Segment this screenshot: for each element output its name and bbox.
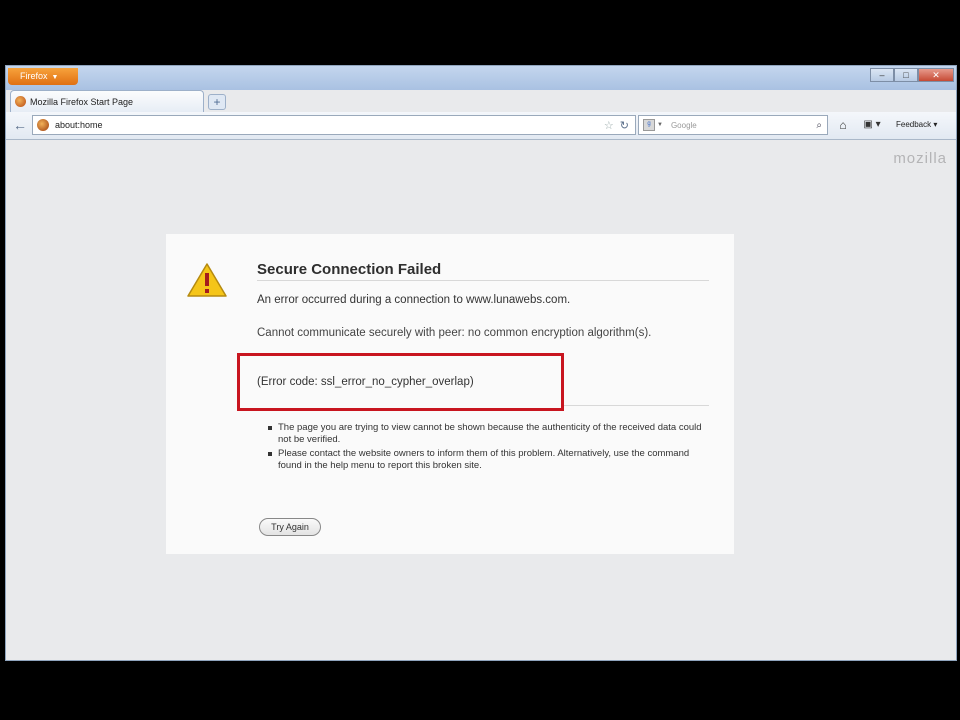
browser-window <box>5 65 957 661</box>
back-button[interactable] <box>11 117 29 135</box>
error-code: (Error code: ssl_error_no_cypher_overlap) <box>257 376 474 388</box>
title-bar <box>6 66 956 90</box>
bookmarks-icon: ▣ ▾ <box>863 119 881 130</box>
reload-icon[interactable]: ↻ <box>619 119 629 132</box>
list-item: The page you are trying to view cannot be shown because the authenticity of the received data could not be verified. <box>268 422 708 445</box>
back-arrow-icon: ← <box>13 117 27 133</box>
site-identity-icon[interactable] <box>37 119 49 131</box>
tab-start-page[interactable] <box>10 90 204 112</box>
navigation-toolbar <box>6 112 956 140</box>
section-divider <box>564 405 709 406</box>
firefox-menu-button[interactable] <box>8 68 78 85</box>
feedback-label: Feedback <box>896 120 932 129</box>
search-bar[interactable] <box>638 115 828 135</box>
error-title: Secure Connection Failed <box>257 261 442 278</box>
list-item: Please contact the website owners to inform them of this problem. Alternatively, use the command found in the help menu to report this broken site. <box>268 448 708 471</box>
error-code-highlight <box>237 353 564 411</box>
feedback-button[interactable] <box>890 116 954 134</box>
mozilla-watermark: mozilla <box>893 150 947 167</box>
bookmark-star-icon[interactable]: ☆ <box>603 119 614 132</box>
error-description: An error occurred during a connection to www.lunawebs.com. <box>257 294 571 306</box>
error-bullet-list <box>268 422 708 474</box>
bookmarks-button[interactable] <box>858 116 886 134</box>
try-again-button[interactable]: Try Again <box>259 518 321 536</box>
maximize-icon[interactable]: □ <box>894 68 918 82</box>
plus-icon: + <box>213 95 221 109</box>
google-icon[interactable]: g <box>643 119 655 131</box>
tab-title: Mozilla Firefox Start Page <box>30 96 134 107</box>
search-input[interactable]: Google <box>670 120 697 130</box>
home-button[interactable] <box>832 116 854 134</box>
window-controls <box>870 68 954 82</box>
firefox-logo-icon <box>15 96 26 107</box>
chevron-down-icon: ▾ <box>933 120 938 129</box>
url-text[interactable]: about:home <box>55 120 103 130</box>
warning-icon <box>186 262 228 298</box>
firefox-menu-label: Firefox <box>20 71 48 81</box>
chevron-down-icon[interactable]: ▼ <box>657 122 663 128</box>
home-icon: ⌂ <box>839 118 847 132</box>
search-icon[interactable]: ⌕ <box>816 119 822 131</box>
page-content <box>6 140 956 661</box>
title-divider <box>257 280 709 281</box>
minimize-icon[interactable]: – <box>870 68 894 82</box>
url-bar[interactable] <box>32 115 636 135</box>
close-icon[interactable]: ✕ <box>918 68 954 82</box>
chevron-down-icon: ▼ <box>51 74 59 81</box>
error-panel <box>166 234 734 554</box>
error-detail: Cannot communicate securely with peer: no common encryption algorithm(s). <box>257 327 652 339</box>
new-tab-button[interactable] <box>208 94 226 110</box>
